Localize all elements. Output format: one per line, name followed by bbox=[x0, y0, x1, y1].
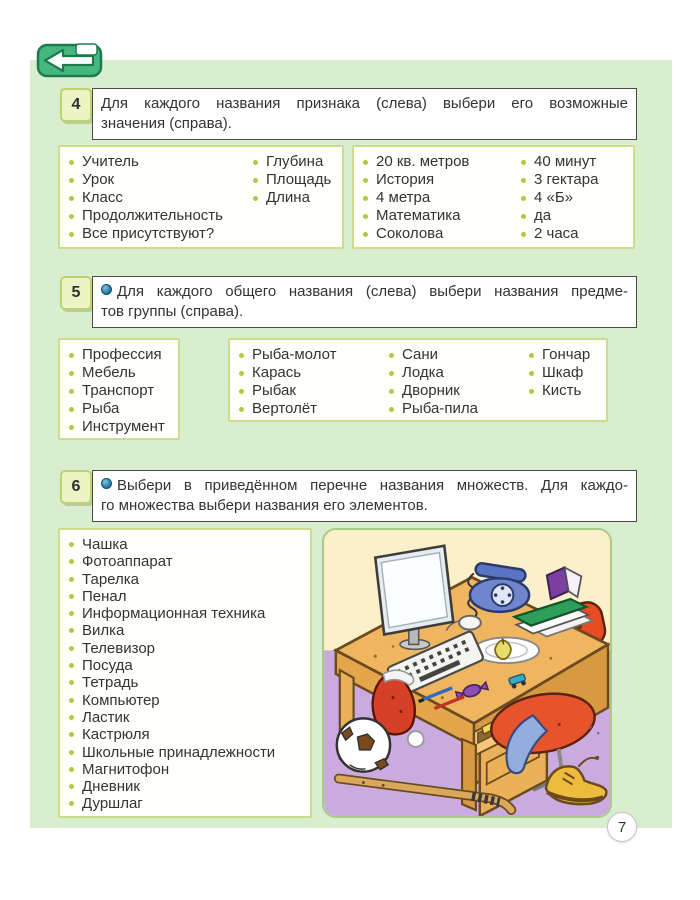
list-item: Тарелка bbox=[67, 571, 275, 588]
task-4-instruction-line2: значения (справа). bbox=[101, 115, 232, 132]
list-item: Шкаф bbox=[527, 364, 590, 382]
list-item: Лодка bbox=[387, 364, 527, 382]
list-item: Математика bbox=[361, 207, 519, 225]
page-number: 7 bbox=[607, 812, 637, 842]
list-item: Чашка bbox=[67, 536, 275, 553]
list-item: Кисть bbox=[527, 382, 590, 400]
list-item: Фотоаппарат bbox=[67, 553, 275, 570]
list-item: Рыба bbox=[67, 400, 165, 418]
list-item: Площадь bbox=[251, 171, 331, 189]
task-4-right-col1 bbox=[361, 153, 519, 243]
list-item: Кастрюля bbox=[67, 726, 275, 743]
list-item: 2 часа bbox=[519, 225, 598, 243]
list-item: Сани bbox=[387, 346, 527, 364]
list-item: 3 гектара bbox=[519, 171, 598, 189]
task-5-right-box bbox=[228, 338, 608, 422]
task-5-instruction bbox=[92, 276, 637, 328]
task-6-text-part1: Выбери в приведённом перечне названия множеств. Для каждо- bbox=[117, 477, 628, 494]
list-item: Все присутствуют? bbox=[67, 225, 251, 243]
list-item: Класс bbox=[67, 189, 251, 207]
task-marker-icon bbox=[101, 478, 112, 489]
list-item: Тетрадь bbox=[67, 674, 275, 691]
list-item: Дневник bbox=[67, 778, 275, 795]
list-item: Инструмент bbox=[67, 418, 165, 436]
task-6-instruction bbox=[92, 470, 637, 522]
list-item: Глубина bbox=[251, 153, 331, 171]
task-5-text-part1: Для каждого общего названия (слева) выбери названия предме- bbox=[117, 283, 628, 300]
list-item: Карась bbox=[237, 364, 387, 382]
list-item: Учитель bbox=[67, 153, 251, 171]
list-item: Урок bbox=[67, 171, 251, 189]
task-5-right-col2 bbox=[387, 346, 527, 418]
list-item: Рыбак bbox=[237, 382, 387, 400]
list-item: 4 метра bbox=[361, 189, 519, 207]
task-marker-icon bbox=[101, 284, 112, 295]
list-item: Дуршлаг bbox=[67, 795, 275, 812]
illustration-messy-desk bbox=[322, 528, 612, 818]
list-item: Вертолёт bbox=[237, 400, 387, 418]
task-5-instruction-line1 bbox=[101, 282, 628, 302]
list-item: Соколова bbox=[361, 225, 519, 243]
task-4-left-box bbox=[58, 145, 344, 249]
list-item: Дворник bbox=[387, 382, 527, 400]
list-item: Рыба-молот bbox=[237, 346, 387, 364]
back-button[interactable] bbox=[36, 42, 104, 78]
task-4-right-col2 bbox=[519, 153, 598, 243]
task-5-number-badge: 5 bbox=[60, 276, 92, 310]
task-5-left-list bbox=[67, 346, 165, 436]
list-item: Гончар bbox=[527, 346, 590, 364]
task-4-instruction-line1: Для каждого названия признака (слева) выбери его возможные bbox=[101, 95, 628, 112]
list-item: Телевизор bbox=[67, 640, 275, 657]
task-6-number-badge: 6 bbox=[60, 470, 92, 504]
list-item: 40 минут bbox=[519, 153, 598, 171]
list-item: Вилка bbox=[67, 622, 275, 639]
task-4-left-col2 bbox=[251, 153, 331, 207]
list-item: 20 кв. метров bbox=[361, 153, 519, 171]
task-4-left-col1 bbox=[67, 153, 251, 243]
list-item: Продолжительность bbox=[67, 207, 251, 225]
list-item: Профессия bbox=[67, 346, 165, 364]
list-item: да bbox=[519, 207, 598, 225]
list-item: Рыба-пила bbox=[387, 400, 527, 418]
list-item: 4 «Б» bbox=[519, 189, 598, 207]
list-item: Школьные принадлежности bbox=[67, 744, 275, 761]
task-5-right-col1 bbox=[237, 346, 387, 418]
list-item: Транспорт bbox=[67, 382, 165, 400]
list-item: Посуда bbox=[67, 657, 275, 674]
list-item: История bbox=[361, 171, 519, 189]
list-item: Компьютер bbox=[67, 692, 275, 709]
list-item: Мебель bbox=[67, 364, 165, 382]
task-6-instruction-line1 bbox=[101, 476, 628, 496]
list-item: Информационная техника bbox=[67, 605, 275, 622]
list-item: Пенал bbox=[67, 588, 275, 605]
task-6-list bbox=[67, 536, 275, 813]
task-5-left-box bbox=[58, 338, 180, 440]
task-6-list-box bbox=[58, 528, 312, 818]
back-arrow-icon bbox=[36, 65, 104, 82]
list-item: Магнитофон bbox=[67, 761, 275, 778]
list-item: Длина bbox=[251, 189, 331, 207]
list-item: Ластик bbox=[67, 709, 275, 726]
task-4-number-badge: 4 bbox=[60, 88, 92, 122]
task-4-right-box bbox=[352, 145, 635, 249]
task-5-right-col3 bbox=[527, 346, 590, 400]
task-4-instruction bbox=[92, 88, 637, 140]
task-5-instruction-line2: тов группы (справа). bbox=[101, 303, 244, 320]
task-6-instruction-line2: го множества выбери названия его элементов. bbox=[101, 497, 428, 514]
